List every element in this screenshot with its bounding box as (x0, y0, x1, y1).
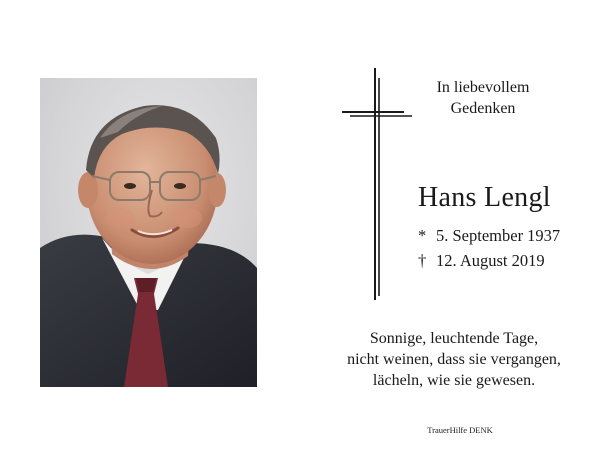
verse-line-2: nicht weinen, dass sie vergangen, (347, 351, 561, 368)
death-line (418, 251, 545, 271)
deceased-name: Hans Lengl (418, 182, 551, 213)
latin-cross-icon (340, 68, 414, 300)
left-cheek (106, 208, 134, 228)
birth-symbol: * (418, 226, 427, 245)
right-eye (174, 183, 186, 189)
birth-line (418, 226, 560, 246)
death-symbol: † (418, 251, 427, 270)
portrait-photo (40, 78, 257, 387)
funeral-service-credit: TrauerHilfe DENK (427, 425, 493, 435)
heading-line-2: Gedenken (450, 100, 516, 117)
birth-date: 5. September 1937 (436, 226, 561, 245)
tie-knot (136, 278, 156, 292)
heading-line-1: In liebevollem (436, 79, 530, 96)
verse-line-3: lächeln, wie sie gewesen. (372, 372, 536, 389)
verse-line-1: Sonnige, leuchtende Tage, (369, 330, 539, 347)
memorial-heading (420, 77, 546, 119)
portrait-illustration (40, 78, 257, 387)
death-date: 12. August 2019 (436, 251, 545, 270)
memorial-verse (330, 328, 578, 391)
cross (340, 68, 414, 300)
left-eye (124, 183, 136, 189)
right-cheek (174, 208, 202, 228)
